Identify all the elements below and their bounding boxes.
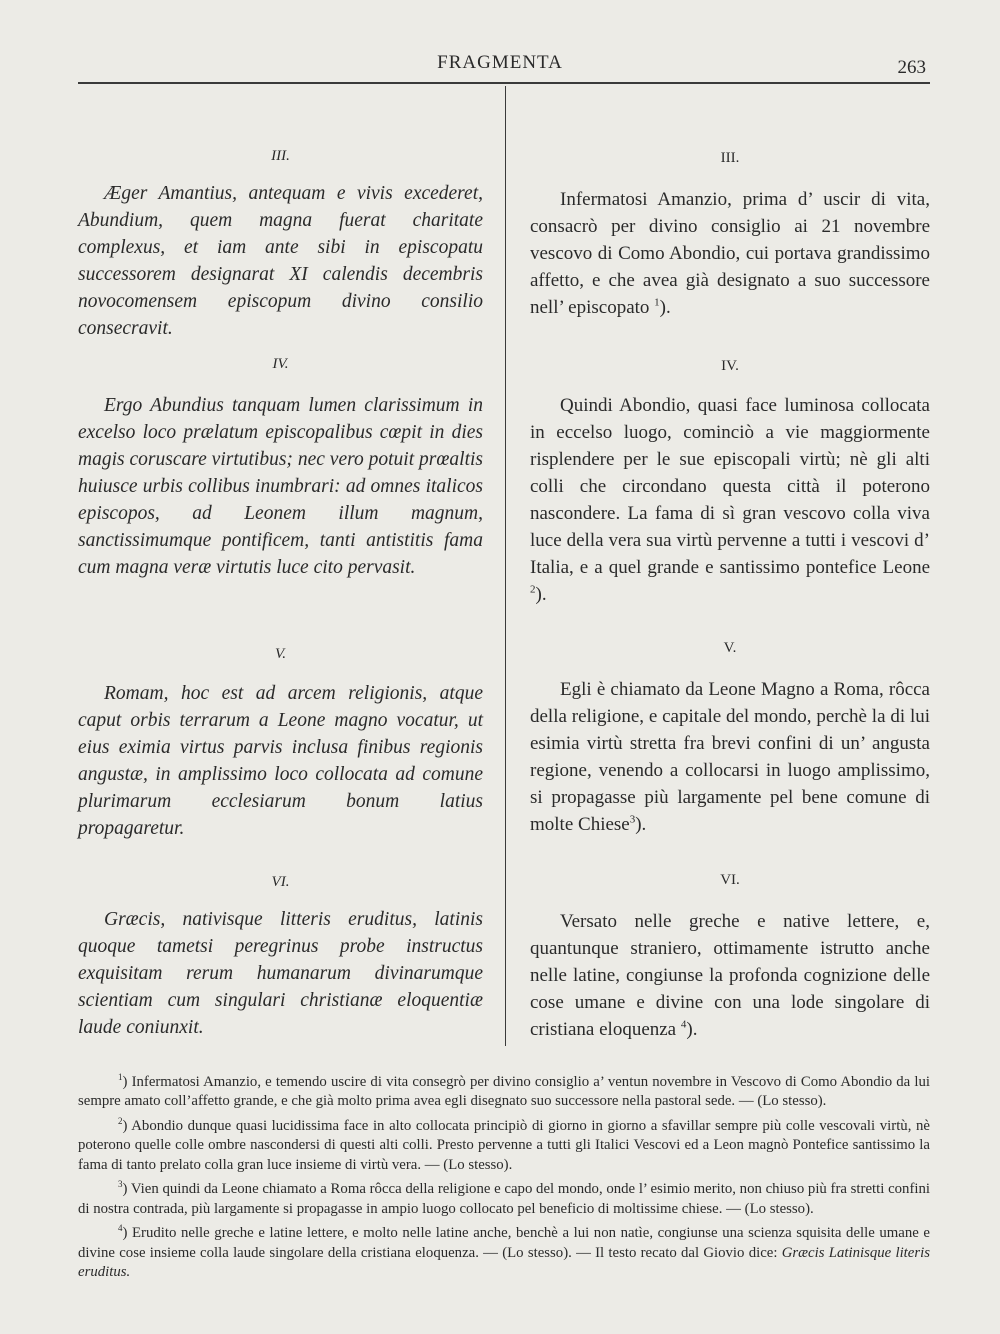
italian-paragraph-iv: Quindi Abondio, quasi face luminosa collocata in eccelso luogo, cominciò a vie maggiormente risplendere per le sue episcopali virtù; nè gli alti colli che circondano questa città il poterono nascondere. La fama di sì gran vescovo colla viva luce della vera sua virtù pervenne a tutti i vescovi d’ Italia, e a quel grande e santissimo pontefice Leone $^2$).: [530, 395, 930, 605]
italian-paragraph-vi: Versato nelle greche e native lettere, e, quantunque straniero, ottimamente istrutto anche nelle latine, congiunse la profonda cognizione delle cose umane e divine con una lode singolare di cristiana eloquenza $^4$).: [530, 911, 930, 1040]
header-rule: [78, 82, 930, 84]
column-divider: [505, 86, 506, 1046]
italian-heading-iv: IV.: [721, 358, 739, 374]
footnote-4: $^4$) Erudito nelle greche e latine lettere, e molto nelle latine anche, benchè a lui non natìe, congiunse una scienza squisita delle umane e divine cose insieme colla laude singolare della cristiana eloquenza. — (Lo stesso). — Il testo recato dal Giovio dice: Græcis Latinisque literis eruditus.: [78, 1223, 930, 1281]
italian-heading-v: V.: [723, 640, 737, 656]
latin-heading-iv: IV.: [272, 356, 289, 372]
footnote-1: $^1$) Infermatosi Amanzio, e temendo uscire di vita consegrò per divino consiglio a’ ventun novembre in Vescovo di Como Abondio da lui sempre amato coll’affetto grande, e che già molto prima avea egli disegnato suo successore nella pastoral sede. — (Lo stesso).: [78, 1072, 930, 1110]
page-number: 263: [897, 57, 926, 78]
italian-paragraph-iii: Infermatosi Amanzio, prima d’ uscir di vita, consacrò per divino consiglio ai 21 novembre vescovo di Como Abondio, cui portava grandissimo affetto, e che avea già designato a suo successore nell’ episcopato $^1$).: [530, 189, 930, 318]
latin-heading-v: V.: [275, 646, 286, 662]
italian-heading-iii: III.: [720, 150, 740, 166]
latin-paragraph-vi: Græcis, nativisque litteris eruditus, latinis quoque tametsi peregrinus probe instructus exquisitam rerum humanarum divinarumque scientiam cum singulari christianæ eloquentiæ laude coniunxit.: [78, 909, 483, 1038]
running-header: FRAGMENTA: [437, 52, 563, 73]
latin-heading-vi: VI.: [271, 874, 290, 890]
latin-paragraph-v: Romam, hoc est ad arcem religionis, atque caput orbis terrarum a Leone magno vocatur, ut eius eximia virtus parvis inclusa finibus regionis angustæ, in amplissimo loco collocata ad comune plurimarum ecclesiarum bonum latius propagaretur.: [78, 683, 483, 839]
italian-heading-vi: VI.: [720, 872, 740, 888]
latin-paragraph-iv: Ergo Abundius tanquam lumen clarissimum in excelso loco prælatum episcopalibus cœpit in dies magis coruscare virtutibus; nec vero potuit prœaltis huiusce urbis collibus inumbrari: ad omnes italicos episcopos, ad Leonem illum magnum, sanctissimumque pontificem, tanti antistitis fama cum magna veræ virtutis luce cito pervasit.: [78, 395, 483, 578]
italian-paragraph-v: Egli è chiamato da Leone Magno a Roma, rôcca della religione, e capitale del mondo, perchè la di lui esimia virtù stretta fra brevi confini di un’ angusta regione, venendo a collocarsi in luogo amplissimo, si propagasse più largamente pel bene comune di molte Chiese$^3$).: [530, 679, 930, 835]
latin-heading-iii: III.: [271, 148, 290, 164]
footnotes: [78, 1068, 930, 1283]
footnote-2: $^2$) Abondio dunque quasi lucidissima face in alto collocata principiò di giorno in giorno a sfavillar sempre più colle vescovali virtù, nè poterono quelle colle ombre nascondersi di questi alti colli. Presto pervenne a tutti gli Italici Vescovi ed a Leon magnò Pontefice santissimo la fama di tanto prelato colla gran luce insieme di virtù vera. — (Lo stesso).: [78, 1115, 930, 1173]
footnote-3: $^3$) Vien quindi da Leone chiamato a Roma rôcca della religione e capo del mondo, onde l’ esimio merito, non chiuso più fra stretti confini di nostra contrada, più largamente si propagasse in ampio luogo collocato pel beneficio di moltissime chiese. — (Lo stesso).: [78, 1179, 930, 1217]
latin-paragraph-iii: Æger Amantius, antequam e vivis excederet, Abundium, quem magna fuerat charitate complexus, et iam ante sibi in episcopatu successorem designarat XI calendis decembris novocomensem episcopum divino consilio consecravit.: [78, 183, 483, 339]
